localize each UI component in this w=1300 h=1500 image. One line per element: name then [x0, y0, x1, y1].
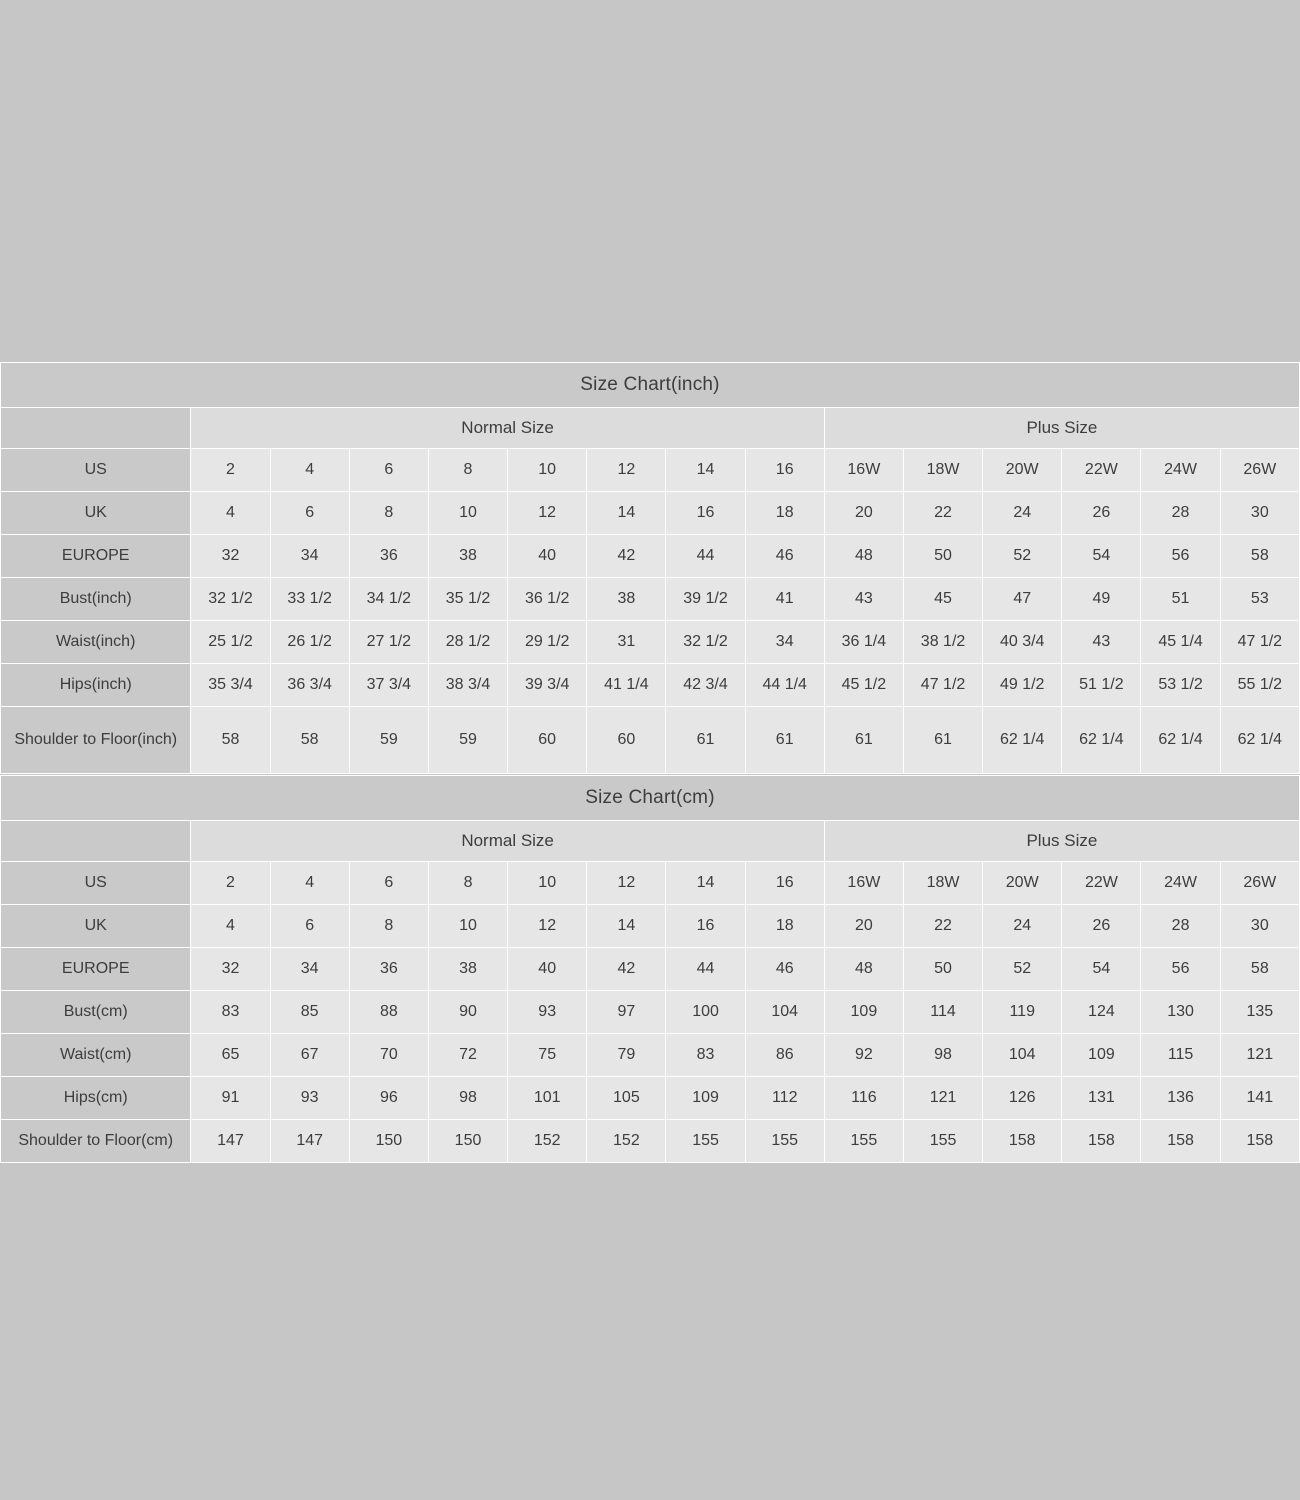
inch-cell: 61 — [666, 707, 745, 774]
cm-cell: 6 — [349, 862, 428, 905]
cm-cell: 42 — [587, 948, 666, 991]
inch-cell: 52 — [983, 535, 1062, 578]
cm-cell: 85 — [270, 991, 349, 1034]
inch-cell: 31 — [587, 621, 666, 664]
cm-cell: 147 — [270, 1120, 349, 1163]
cm-cell: 4 — [191, 905, 270, 948]
cm-cell: 8 — [428, 862, 507, 905]
cm-cell: 28 — [1141, 905, 1220, 948]
inch-cell: 62 1/4 — [1062, 707, 1141, 774]
inch-cell: 22W — [1062, 449, 1141, 492]
inch-row-label: Bust(inch) — [1, 578, 191, 621]
cm-cell: 96 — [349, 1077, 428, 1120]
inch-cell: 28 1/2 — [428, 621, 507, 664]
cm-cell: 54 — [1062, 948, 1141, 991]
cm-cell: 98 — [903, 1034, 982, 1077]
table-row — [1, 664, 1300, 707]
inch-cell: 4 — [270, 449, 349, 492]
cm-cell: 75 — [508, 1034, 587, 1077]
inch-row-label: UK — [1, 492, 191, 535]
inch-cell: 33 1/2 — [270, 578, 349, 621]
inch-row-label: Waist(inch) — [1, 621, 191, 664]
cm-cell: 52 — [983, 948, 1062, 991]
inch-cell: 62 1/4 — [1141, 707, 1220, 774]
cm-cell: 126 — [983, 1077, 1062, 1120]
size-chart-cm-block — [0, 775, 1300, 1163]
inch-cell: 14 — [587, 492, 666, 535]
cm-cell: 32 — [191, 948, 270, 991]
cm-cell: 98 — [428, 1077, 507, 1120]
cm-cell: 18 — [745, 905, 824, 948]
inch-cell: 48 — [824, 535, 903, 578]
inch-cell: 47 1/2 — [903, 664, 982, 707]
inch-cell: 8 — [428, 449, 507, 492]
cm-cell: 18W — [903, 862, 982, 905]
cm-cell: 50 — [903, 948, 982, 991]
cm-cell: 124 — [1062, 991, 1141, 1034]
inch-cell: 58 — [191, 707, 270, 774]
inch-cell: 41 — [745, 578, 824, 621]
inch-cell: 58 — [270, 707, 349, 774]
cm-cell: 10 — [508, 862, 587, 905]
cm-cell: 114 — [903, 991, 982, 1034]
inch-cell: 62 1/4 — [983, 707, 1062, 774]
inch-cell: 34 — [270, 535, 349, 578]
cm-cell: 150 — [349, 1120, 428, 1163]
cm-cell: 155 — [824, 1120, 903, 1163]
inch-cell: 8 — [349, 492, 428, 535]
table-row — [1, 948, 1300, 991]
cm-title-row — [1, 776, 1300, 821]
cm-cell: 147 — [191, 1120, 270, 1163]
inch-cell: 49 — [1062, 578, 1141, 621]
cm-row-label: Waist(cm) — [1, 1034, 191, 1077]
inch-group-header: Plus Size — [824, 408, 1299, 449]
inch-title: Size Chart(inch) — [1, 363, 1300, 408]
cm-cell: 26W — [1220, 862, 1299, 905]
inch-cell: 32 1/2 — [666, 621, 745, 664]
inch-cell: 2 — [191, 449, 270, 492]
cm-row-label: US — [1, 862, 191, 905]
cm-cell: 72 — [428, 1034, 507, 1077]
cm-cell: 158 — [1062, 1120, 1141, 1163]
inch-cell: 60 — [508, 707, 587, 774]
inch-cell: 27 1/2 — [349, 621, 428, 664]
cm-cell: 70 — [349, 1034, 428, 1077]
inch-cell: 61 — [745, 707, 824, 774]
inch-row-label: Hips(inch) — [1, 664, 191, 707]
cm-cell: 16 — [745, 862, 824, 905]
inch-cell: 32 — [191, 535, 270, 578]
inch-cell: 12 — [587, 449, 666, 492]
cm-cell: 79 — [587, 1034, 666, 1077]
cm-cell: 56 — [1141, 948, 1220, 991]
inch-cell: 10 — [508, 449, 587, 492]
table-row — [1, 578, 1300, 621]
cm-cell: 14 — [666, 862, 745, 905]
inch-cell: 42 — [587, 535, 666, 578]
inch-cell: 51 — [1141, 578, 1220, 621]
cm-cell: 10 — [428, 905, 507, 948]
inch-cell: 22 — [903, 492, 982, 535]
cm-cell: 38 — [428, 948, 507, 991]
inch-cell: 20W — [983, 449, 1062, 492]
inch-cell: 40 — [508, 535, 587, 578]
cm-cell: 136 — [1141, 1077, 1220, 1120]
cm-cell: 67 — [270, 1034, 349, 1077]
inch-cell: 42 3/4 — [666, 664, 745, 707]
cm-cell: 158 — [1220, 1120, 1299, 1163]
inch-cell: 16 — [666, 492, 745, 535]
table-row — [1, 1120, 1300, 1163]
inch-row-label: EUROPE — [1, 535, 191, 578]
table-row — [1, 991, 1300, 1034]
inch-cell: 45 1/2 — [824, 664, 903, 707]
cm-cell: 14 — [587, 905, 666, 948]
inch-cell: 54 — [1062, 535, 1141, 578]
inch-cell: 49 1/2 — [983, 664, 1062, 707]
cm-cell: 116 — [824, 1077, 903, 1120]
inch-cell: 56 — [1141, 535, 1220, 578]
inch-cell: 18 — [745, 492, 824, 535]
cm-cell: 155 — [745, 1120, 824, 1163]
inch-cell: 40 3/4 — [983, 621, 1062, 664]
table-row — [1, 707, 1300, 774]
inch-cell: 38 1/2 — [903, 621, 982, 664]
inch-cell: 55 1/2 — [1220, 664, 1299, 707]
cm-cell: 2 — [191, 862, 270, 905]
cm-cell: 24W — [1141, 862, 1220, 905]
cm-cell: 92 — [824, 1034, 903, 1077]
cm-cell: 119 — [983, 991, 1062, 1034]
inch-cell: 30 — [1220, 492, 1299, 535]
inch-cell: 34 — [745, 621, 824, 664]
inch-cell: 28 — [1141, 492, 1220, 535]
cm-group-header: Normal Size — [191, 821, 824, 862]
cm-cell: 12 — [508, 905, 587, 948]
cm-cell: 97 — [587, 991, 666, 1034]
inch-cell: 53 — [1220, 578, 1299, 621]
table-row — [1, 862, 1300, 905]
table-row — [1, 492, 1300, 535]
inch-cell: 29 1/2 — [508, 621, 587, 664]
inch-cell: 36 3/4 — [270, 664, 349, 707]
inch-cell: 51 1/2 — [1062, 664, 1141, 707]
inch-cell: 62 1/4 — [1220, 707, 1299, 774]
cm-cell: 30 — [1220, 905, 1299, 948]
cm-cell: 104 — [983, 1034, 1062, 1077]
table-row — [1, 1034, 1300, 1077]
cm-cell: 130 — [1141, 991, 1220, 1034]
cm-corner-cell — [1, 821, 191, 862]
cm-cell: 109 — [666, 1077, 745, 1120]
inch-cell: 46 — [745, 535, 824, 578]
inch-cell: 10 — [428, 492, 507, 535]
cm-cell: 93 — [270, 1077, 349, 1120]
inch-group-row — [1, 408, 1300, 449]
cm-cell: 91 — [191, 1077, 270, 1120]
inch-cell: 43 — [1062, 621, 1141, 664]
cm-cell: 152 — [587, 1120, 666, 1163]
size-chart-inch-table — [0, 362, 1300, 774]
inch-cell: 24W — [1141, 449, 1220, 492]
inch-cell: 26 1/2 — [270, 621, 349, 664]
cm-group-header: Plus Size — [824, 821, 1299, 862]
cm-cell: 83 — [191, 991, 270, 1034]
inch-corner-cell — [1, 408, 191, 449]
cm-cell: 121 — [903, 1077, 982, 1120]
cm-cell: 24 — [983, 905, 1062, 948]
inch-cell: 38 — [587, 578, 666, 621]
cm-cell: 46 — [745, 948, 824, 991]
inch-cell: 61 — [824, 707, 903, 774]
inch-cell: 45 — [903, 578, 982, 621]
inch-cell: 36 — [349, 535, 428, 578]
inch-cell: 25 1/2 — [191, 621, 270, 664]
cm-row-label: EUROPE — [1, 948, 191, 991]
inch-cell: 39 3/4 — [508, 664, 587, 707]
cm-cell: 83 — [666, 1034, 745, 1077]
inch-cell: 4 — [191, 492, 270, 535]
inch-cell: 38 3/4 — [428, 664, 507, 707]
cm-cell: 104 — [745, 991, 824, 1034]
cm-cell: 22 — [903, 905, 982, 948]
cm-cell: 26 — [1062, 905, 1141, 948]
inch-cell: 16W — [824, 449, 903, 492]
inch-cell: 36 1/4 — [824, 621, 903, 664]
cm-cell: 16 — [666, 905, 745, 948]
cm-cell: 135 — [1220, 991, 1299, 1034]
cm-cell: 155 — [666, 1120, 745, 1163]
cm-cell: 100 — [666, 991, 745, 1034]
inch-cell: 32 1/2 — [191, 578, 270, 621]
inch-group-header: Normal Size — [191, 408, 824, 449]
inch-cell: 43 — [824, 578, 903, 621]
cm-cell: 36 — [349, 948, 428, 991]
cm-cell: 40 — [508, 948, 587, 991]
cm-row-label: UK — [1, 905, 191, 948]
cm-cell: 4 — [270, 862, 349, 905]
size-chart-inch-block — [0, 362, 1300, 774]
inch-cell: 41 1/4 — [587, 664, 666, 707]
cm-cell: 155 — [903, 1120, 982, 1163]
cm-cell: 158 — [1141, 1120, 1220, 1163]
cm-title: Size Chart(cm) — [1, 776, 1300, 821]
table-row — [1, 535, 1300, 578]
cm-cell: 109 — [824, 991, 903, 1034]
inch-cell: 39 1/2 — [666, 578, 745, 621]
cm-cell: 109 — [1062, 1034, 1141, 1077]
inch-cell: 35 3/4 — [191, 664, 270, 707]
inch-cell: 26 — [1062, 492, 1141, 535]
inch-cell: 44 1/4 — [745, 664, 824, 707]
inch-cell: 36 1/2 — [508, 578, 587, 621]
cm-cell: 150 — [428, 1120, 507, 1163]
cm-row-label: Hips(cm) — [1, 1077, 191, 1120]
cm-cell: 44 — [666, 948, 745, 991]
cm-cell: 20W — [983, 862, 1062, 905]
cm-cell: 158 — [983, 1120, 1062, 1163]
inch-cell: 59 — [349, 707, 428, 774]
cm-cell: 34 — [270, 948, 349, 991]
cm-cell: 16W — [824, 862, 903, 905]
inch-cell: 45 1/4 — [1141, 621, 1220, 664]
cm-group-row — [1, 821, 1300, 862]
table-row — [1, 621, 1300, 664]
cm-cell: 115 — [1141, 1034, 1220, 1077]
inch-cell: 24 — [983, 492, 1062, 535]
size-chart-cm-table — [0, 775, 1300, 1163]
inch-cell: 20 — [824, 492, 903, 535]
inch-cell: 44 — [666, 535, 745, 578]
table-row — [1, 1077, 1300, 1120]
inch-cell: 47 — [983, 578, 1062, 621]
cm-cell: 105 — [587, 1077, 666, 1120]
inch-cell: 60 — [587, 707, 666, 774]
cm-cell: 12 — [587, 862, 666, 905]
cm-row-label: Bust(cm) — [1, 991, 191, 1034]
table-row — [1, 449, 1300, 492]
inch-title-row — [1, 363, 1300, 408]
inch-cell: 35 1/2 — [428, 578, 507, 621]
inch-cell: 18W — [903, 449, 982, 492]
cm-cell: 8 — [349, 905, 428, 948]
inch-cell: 26W — [1220, 449, 1299, 492]
cm-cell: 101 — [508, 1077, 587, 1120]
inch-row-label: Shoulder to Floor(inch) — [1, 707, 191, 774]
cm-cell: 131 — [1062, 1077, 1141, 1120]
inch-cell: 61 — [903, 707, 982, 774]
cm-cell: 65 — [191, 1034, 270, 1077]
table-row — [1, 905, 1300, 948]
cm-cell: 6 — [270, 905, 349, 948]
inch-cell: 6 — [270, 492, 349, 535]
inch-row-label: US — [1, 449, 191, 492]
cm-cell: 86 — [745, 1034, 824, 1077]
cm-cell: 22W — [1062, 862, 1141, 905]
cm-cell: 90 — [428, 991, 507, 1034]
inch-cell: 50 — [903, 535, 982, 578]
inch-cell: 58 — [1220, 535, 1299, 578]
inch-cell: 16 — [745, 449, 824, 492]
cm-cell: 88 — [349, 991, 428, 1034]
cm-cell: 93 — [508, 991, 587, 1034]
cm-cell: 48 — [824, 948, 903, 991]
inch-cell: 37 3/4 — [349, 664, 428, 707]
inch-cell: 38 — [428, 535, 507, 578]
cm-row-label: Shoulder to Floor(cm) — [1, 1120, 191, 1163]
inch-cell: 53 1/2 — [1141, 664, 1220, 707]
cm-cell: 152 — [508, 1120, 587, 1163]
inch-cell: 47 1/2 — [1220, 621, 1299, 664]
cm-cell: 58 — [1220, 948, 1299, 991]
inch-cell: 34 1/2 — [349, 578, 428, 621]
cm-cell: 121 — [1220, 1034, 1299, 1077]
inch-cell: 12 — [508, 492, 587, 535]
cm-cell: 112 — [745, 1077, 824, 1120]
inch-cell: 59 — [428, 707, 507, 774]
cm-cell: 20 — [824, 905, 903, 948]
cm-cell: 141 — [1220, 1077, 1299, 1120]
inch-cell: 6 — [349, 449, 428, 492]
inch-cell: 14 — [666, 449, 745, 492]
